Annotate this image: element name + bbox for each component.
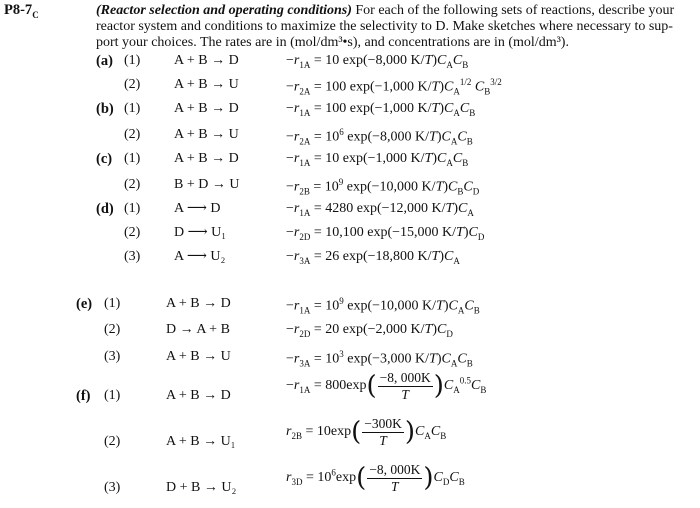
rate-law: $-r_{3A} = 26$ exp(−18,800 $K/T)C_A$ (286, 249, 460, 266)
item-number: (2) (124, 77, 141, 92)
reaction: D + B → U₂ (166, 480, 237, 495)
rate-law: $-r_{1A} = 100$ exp(−1,000 $K/T)C_AC_B$ (286, 101, 476, 118)
item-number: (2) (104, 434, 121, 449)
reaction: A + B → D (174, 53, 239, 68)
rate-law: $r_{2B} = 10\exp$( $\frac{-300K}{T}$ )$C_AC_B$ (286, 416, 447, 448)
reaction: D → A + B (166, 322, 230, 337)
item-number: (1) (124, 53, 141, 68)
reaction: A + B → U (174, 77, 239, 92)
part-label: (d) (96, 201, 114, 217)
reaction: A + B → D (166, 388, 231, 403)
intro-line-2: reactor system and conditions to maximize the selectivity to D. Make sketches where necessary to sup- (96, 19, 673, 34)
item-number: (3) (104, 480, 121, 495)
item-number: (1) (124, 151, 141, 166)
item-number: (2) (124, 127, 141, 142)
item-number: (1) (104, 296, 121, 311)
item-number: (1) (104, 388, 121, 403)
intro-line-1: (Reactor selection and operating conditions) For each of the following sets of reactions, describe your (96, 3, 675, 18)
reaction: B + D → U (174, 177, 240, 192)
rate-law: $-r_{2A} = 100$ exp(−1,000 $K/T)C_A^{1/2}$ $C_B^{3/2}$ (286, 77, 502, 97)
reaction: A + B → D (174, 151, 239, 166)
reaction: A + B → D (174, 101, 239, 116)
rate-law: $-r_{2D} = 20$ exp(−2,000 $K/T)C_D$ (286, 322, 453, 339)
rate-law: $-r_{2B} = 10^9$ exp(−10,000 $K/T)C_BC_D$ (286, 177, 480, 197)
fraction: $\frac{-300K}{T}$ (364, 416, 402, 448)
rate-law: $r_{3D} = 10^6\exp$( $\frac{-8, 000K}{T}$ )$C_DC_B$ (286, 462, 465, 494)
reaction: A ⟶ D (174, 201, 221, 216)
part-label: (b) (96, 101, 114, 117)
part-label: (e) (76, 296, 93, 312)
item-number: (3) (104, 349, 121, 364)
item-number: (2) (104, 322, 121, 337)
fraction: $\frac{-8, 000K}{T}$ (379, 370, 431, 402)
problem-id: $P8-7_C$ (4, 2, 39, 20)
rate-law: $-r_{1A} = 800\exp$( $\frac{-8, 000K}{T}$ )$C_A^{0.5}C_B$ (286, 370, 487, 402)
reaction: D ⟶ U₁ (174, 225, 227, 240)
item-number: (2) (124, 177, 141, 192)
rate-law: $-r_{1A} = 10$ exp(−1,000 $K/T)C_AC_B$ (286, 151, 469, 168)
item-number: (2) (124, 225, 141, 240)
part-label: (f) (76, 388, 91, 404)
reaction: A + B → U₁ (166, 434, 236, 449)
fraction: $\frac{-8, 000K}{T}$ (369, 462, 421, 494)
item-number: (1) (124, 101, 141, 116)
item-number: (3) (124, 249, 141, 264)
part-label: (c) (96, 151, 113, 167)
rate-law: $-r_{2D} = 10,100$ exp(−15,000 $K/T)C_D$ (286, 225, 485, 242)
rate-law: $-r_{2A} = 10^6$ exp(−8,000 $K/T)C_AC_B$ (286, 127, 473, 147)
reaction: A ⟶ U₂ (174, 249, 226, 264)
rate-law: $-r_{1A} = 4280$ exp(−12,000 $K/T)C_A$ (286, 201, 474, 218)
reaction: A + B → D (166, 296, 231, 311)
item-number: (1) (124, 201, 141, 216)
rate-law: $-r_{1A} = 10^9$ exp(−10,000 $K/T)C_AC_B$ (286, 296, 480, 316)
rate-law: $-r_{3A} = 10^3$ exp(−3,000 $K/T)C_AC_B$ (286, 349, 473, 369)
reaction: A + B → U (166, 349, 231, 364)
part-label: (a) (96, 53, 113, 69)
rate-law: $-r_{1A} = 10$ exp(−8,000 $K/T)C_AC_B$ (286, 53, 469, 70)
intro-line-3: port your choices. The rates are in (mol/dm³•s), and concentrations are in (mol/dm³). (96, 35, 569, 50)
reaction: A + B → U (174, 127, 239, 142)
